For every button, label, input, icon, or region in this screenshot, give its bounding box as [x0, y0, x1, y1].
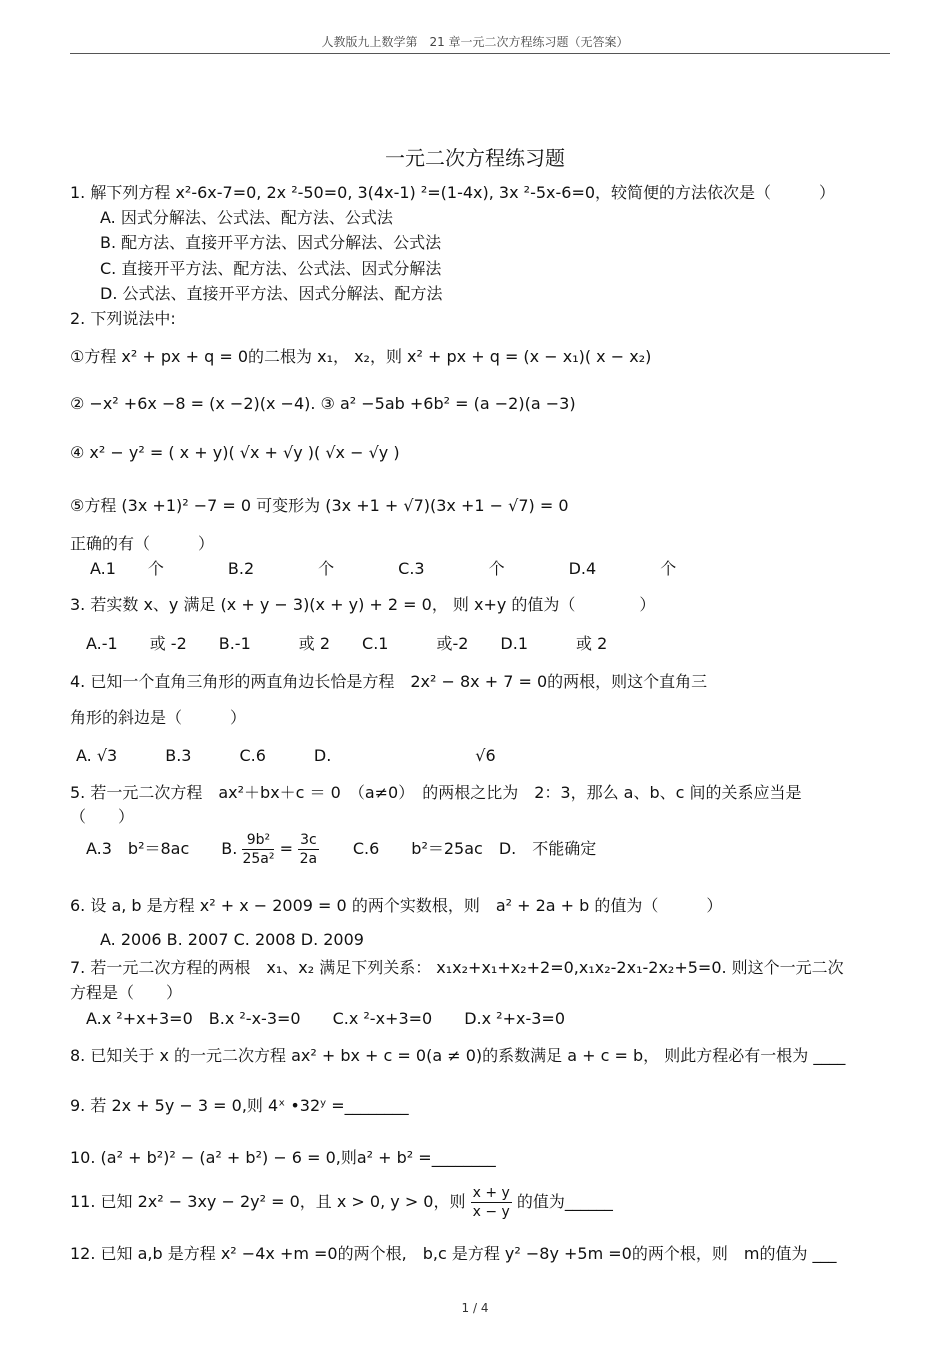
q5-fraction-right [298, 831, 319, 868]
q3-options: A.-1 或 -2 B.-1 或 2 C.1 或-2 D.1 或 2 [86, 634, 608, 653]
q9-stem: 9. 若 2x + 5y − 3 = 0,则 4ˣ •32ʸ =________ [70, 1096, 409, 1115]
fraction-denominator: 2a [299, 851, 318, 867]
page-number: 1 / 4 [461, 1301, 489, 1315]
q1-option-d: D. 公式法、直接开平方法、因式分解法、配方法 [100, 284, 443, 303]
q2-stem: 2. 下列说法中: [70, 309, 176, 328]
fraction-numerator: 3c [300, 832, 317, 848]
q2-statement-4: ④ x² − y² = ( x + y)( √x + √y )( √x − √y ) [70, 443, 400, 462]
fraction-denominator: 25a² [242, 851, 275, 867]
q7-stem-cont: 方程是（ ） [70, 983, 183, 1002]
fraction-numerator: x + y [472, 1185, 510, 1201]
q6-stem: 6. 设 a, b 是方程 x² + x − 2009 = 0 的两个实数根，则 a² + 2a + b 的值为（ ） [70, 896, 723, 915]
q7-stem: 7. 若一元二次方程的两根 x₁、x₂ 满足下列关系： x₁x₂+x₁+x₂+2=0,x₁x₂-2x₁-2x₂+5=0. 则这个一元二次 [70, 958, 844, 977]
q5-option-c-d: C.6 b²＝25ac D. 不能确定 [352, 839, 597, 858]
page-header: 人教版九上数学第 21 章一元二次方程练习题（无答案） [321, 35, 629, 49]
q1-option-b: B. 配方法、直接开平方法、因式分解法、公式法 [100, 233, 442, 252]
q2-options: A.1 个 B.2 个 C.3 个 D.4 个 [90, 559, 677, 578]
q5-options [86, 831, 596, 868]
q4-stem-cont: 角形的斜边是（ ） [70, 708, 247, 727]
q8-stem: 8. 已知关于 x 的一元二次方程 ax² + bx + c = 0(a ≠ 0)的系数满足 a + c = b， 则此方程必有一根为 ____ [70, 1046, 846, 1065]
fraction-denominator: x − y [472, 1204, 510, 1220]
q1-stem: 1. 解下列方程 x²-6x-7=0, 2x ²-50=0, 3(4x-1) ²=(1-4x), 3x ²-5x-6=0，较简便的方法依次是（ ） [70, 183, 836, 202]
q4-stem: 4. 已知一个直角三角形的两直角边长恰是方程 2x² − 8x + 7 = 0的两根，则这个直角三 [70, 672, 708, 691]
q2-statement-1: ①方程 x² + px + q = 0的二根为 x₁， x₂，则 x² + px + q = (x − x₁)( x − x₂) [70, 347, 652, 366]
q1-option-a: A. 因式分解法、公式法、配方法、公式法 [100, 208, 393, 227]
q5-stem: 5. 若一元二次方程 ax²＋bx＋c ＝ 0 （a≠0） 的两根之比为 2：3，那么 a、b、c 间的关系应当是 [70, 783, 802, 802]
q2-statement-2-3: ② −x² +6x −8 = (x −2)(x −4). ③ a² −5ab +6b² = (a −2)(a −3) [70, 394, 576, 413]
q7-options: A.x ²+x+3=0 B.x ²-x-3=0 C.x ²-x+3=0 D.x ²+x-3=0 [86, 1009, 566, 1028]
q6-options: A. 2006 B. 2007 C. 2008 D. 2009 [100, 930, 364, 949]
q12-stem: 12. 已知 a,b 是方程 x² −4x +m =0的两个根, b,c 是方程 y² −8y +5m =0的两个根，则 m的值为 ___ [70, 1244, 837, 1263]
q11-fraction [471, 1184, 512, 1221]
q2-statement-5: ⑤方程 (3x +1)² −7 = 0 可变形为 (3x +1 + √7)(3x +1 − √7) = 0 [70, 496, 569, 515]
equals-sign: = [279, 839, 293, 858]
q2-ask: 正确的有（ ） [70, 534, 215, 553]
q11-tail: 的值为______ [516, 1192, 613, 1211]
q10-stem: 10. (a² + b²)² − (a² + b²) − 6 = 0,则a² + b² =________ [70, 1148, 496, 1167]
q5-fraction-left [242, 831, 274, 868]
q1-option-c: C. 直接开平方法、配方法、公式法、因式分解法 [100, 259, 442, 278]
q11-stem: 11. 已知 2x² − 3xy − 2y² = 0，且 x > 0, y > 0，则 [70, 1192, 466, 1211]
header-rule [70, 53, 890, 54]
page-title: 一元二次方程练习题 [385, 146, 565, 170]
q5-option-a-b: A.3 b²＝8ac B. [86, 839, 238, 858]
q5-stem-cont: （ ） [70, 807, 135, 826]
fraction-numerator: 9b² [242, 831, 274, 850]
q3-stem: 3. 若实数 x、y 满足 (x + y − 3)(x + y) + 2 = 0， 则 x+y 的值为（ ） [70, 595, 656, 614]
q4-options: A. √3 B.3 C.6 D. √6 [76, 746, 496, 765]
q11-stem-line [70, 1184, 613, 1221]
